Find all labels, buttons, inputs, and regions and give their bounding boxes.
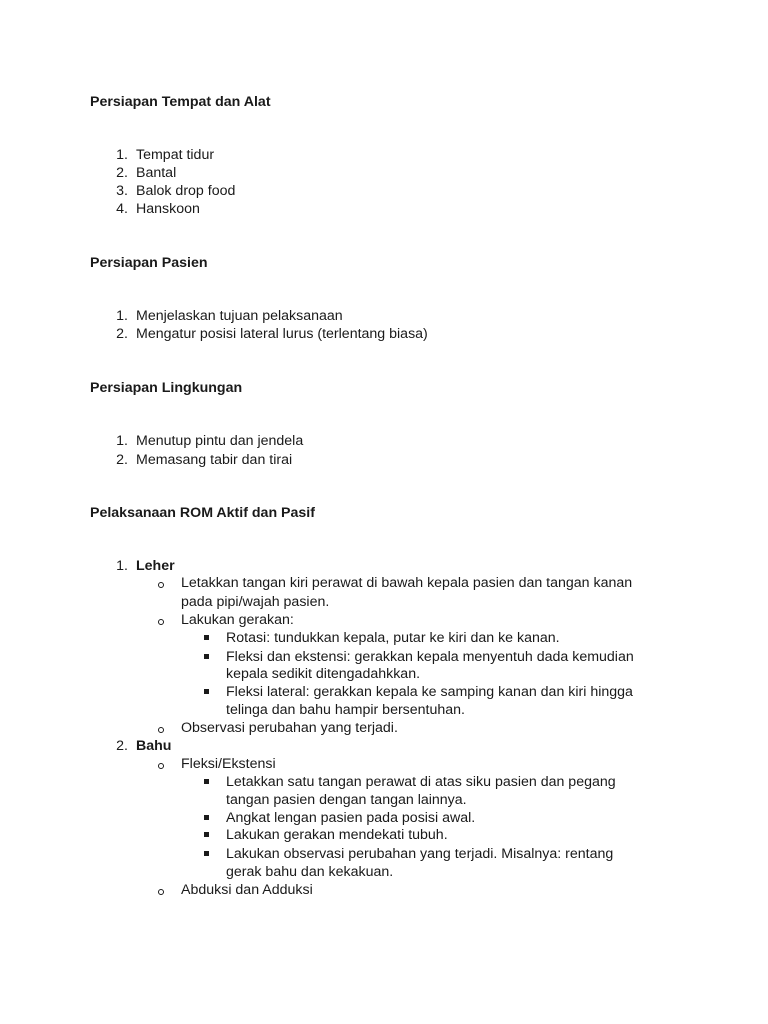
list-number: 2. (116, 326, 128, 342)
list-item: Bantal (136, 165, 177, 181)
list-item: Lakukan gerakan: (181, 612, 294, 628)
list-item: Fleksi lateral: gerakkan kepala ke samping kanan dan kiri hingga (226, 684, 633, 700)
list-item: Abduksi dan Adduksi (181, 882, 313, 898)
list-item: Mengatur posisi lateral lurus (terlentang biasa) (136, 326, 428, 342)
list-item: Letakkan satu tangan perawat di atas siku pasien dan pegang (226, 774, 616, 790)
subheading-bahu: Bahu (136, 738, 172, 754)
circle-bullet-icon (158, 727, 164, 733)
square-bullet-icon (204, 851, 209, 856)
square-bullet-icon (204, 689, 209, 694)
heading-persiapan-pasien: Persiapan Pasien (90, 255, 208, 271)
list-number: 1. (116, 308, 128, 324)
list-item: Hanskoon (136, 201, 200, 217)
square-bullet-icon (204, 635, 209, 640)
list-number: 2. (116, 452, 128, 468)
subheading-leher: Leher (136, 558, 175, 574)
list-item: Menutup pintu dan jendela (136, 433, 304, 449)
circle-bullet-icon (158, 889, 164, 895)
list-number: 4. (116, 201, 128, 217)
square-bullet-icon (204, 654, 209, 659)
list-item: Memasang tabir dan tirai (136, 452, 293, 468)
list-item: Rotasi: tundukkan kepala, putar ke kiri dan ke kanan. (226, 630, 560, 646)
circle-bullet-icon (158, 619, 164, 625)
list-item-continuation: telinga dan bahu hampir bersentuhan. (226, 702, 465, 718)
list-item: Balok drop food (136, 183, 236, 199)
list-item: Fleksi/Ekstensi (181, 756, 276, 772)
list-item: Lakukan gerakan mendekati tubuh. (226, 827, 448, 843)
list-item-continuation: gerak bahu dan kekakuan. (226, 864, 394, 880)
list-item: Fleksi dan ekstensi: gerakkan kepala menyentuh dada kemudian (226, 649, 634, 665)
list-number: 2. (116, 165, 128, 181)
list-item-continuation: kepala sedikit ditengadahkkan. (226, 666, 421, 682)
list-number: 1. (116, 558, 128, 574)
list-item: Angkat lengan pasien pada posisi awal. (226, 810, 476, 826)
list-number: 1. (116, 147, 128, 163)
list-item: Tempat tidur (136, 147, 215, 163)
list-number: 3. (116, 183, 128, 199)
circle-bullet-icon (158, 763, 164, 769)
heading-persiapan-lingkungan: Persiapan Lingkungan (90, 380, 243, 396)
list-number: 2. (116, 738, 128, 754)
list-item: Menjelaskan tujuan pelaksanaan (136, 308, 343, 324)
heading-pelaksanaan-rom: Pelaksanaan ROM Aktif dan Pasif (90, 505, 315, 521)
list-item: Observasi perubahan yang terjadi. (181, 720, 398, 736)
list-number: 1. (116, 433, 128, 449)
list-item-continuation: tangan pasien dengan tangan lainnya. (226, 792, 467, 808)
square-bullet-icon (204, 832, 209, 837)
list-item: Letakkan tangan kiri perawat di bawah kepala pasien dan tangan kanan (181, 575, 633, 591)
heading-persiapan-tempat: Persiapan Tempat dan Alat (90, 94, 271, 110)
circle-bullet-icon (158, 582, 164, 588)
list-item: Lakukan observasi perubahan yang terjadi. Misalnya: rentang (226, 846, 614, 862)
square-bullet-icon (204, 779, 209, 784)
list-item-continuation: pada pipi/wajah pasien. (181, 594, 330, 610)
square-bullet-icon (204, 815, 209, 820)
